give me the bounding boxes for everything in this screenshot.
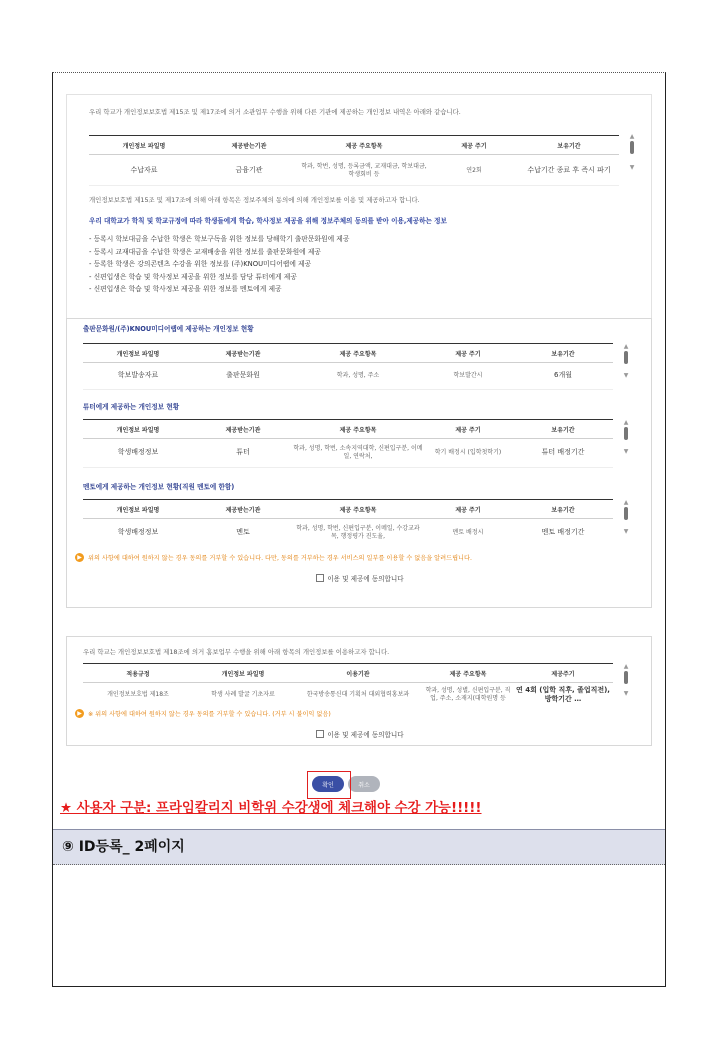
table-cell: 출판문화원: [226, 371, 260, 380]
warning-text: 위의 사항에 대하여 원하지 않는 경우 동의를 거부할 수 있습니다. 다만, 동의를 거부하는 경우 서비스의 일부를 이용할 수 없음을 알려드립니다.: [88, 555, 472, 562]
header-cell: 보유기간: [557, 142, 581, 150]
table-header: [83, 499, 613, 519]
header-cell: 제공 주기: [455, 426, 481, 434]
table-cell: 학과, 성명, 성별, 신편입구분, 직업, 주소, 소재지(대학원명 등: [425, 686, 511, 702]
table-row: [83, 363, 613, 390]
header-cell: 적용규정: [126, 670, 150, 678]
header-cell: 보유기간: [551, 350, 575, 358]
table-cell: 6개월: [554, 371, 572, 380]
scroll-up-icon[interactable]: ▲: [623, 419, 629, 426]
table-row: [83, 683, 613, 707]
table-cell: 금융기관: [235, 166, 263, 175]
screenshot-area: [66, 80, 652, 789]
header-cell: 개인정보 파일명: [221, 670, 265, 678]
list-item: - 등록시 학보대금을 수납한 학생은 학보구독을 위한 정보를 당해학기 출판문화원에 제공: [89, 235, 350, 243]
table-header: [83, 419, 613, 439]
list-item: - 신편입생은 학습 및 학사정보 제공을 위한 정보를 멘토에게 제공: [89, 285, 282, 294]
cancel-label[interactable]: 취소: [358, 781, 370, 789]
confirm-label[interactable]: 확인: [322, 781, 334, 789]
scroll-thumb[interactable]: [624, 671, 628, 684]
scroll-down-icon[interactable]: ▼: [623, 690, 629, 697]
table-cell: 멘토 배정시: [452, 528, 484, 536]
header-cell: 이용기관: [346, 670, 370, 678]
table-header: [89, 135, 619, 155]
table-cell: 학과, 성명, 학번, 소속지역대학, 신편입구분, 이메일, 연락처,: [293, 444, 423, 460]
header-cell: 개인정보 파일명: [116, 350, 160, 358]
promotion-section: [66, 636, 652, 746]
header-cell: 제공받는기관: [225, 350, 261, 358]
header-cell: 보유기간: [551, 426, 575, 434]
scroll-thumb[interactable]: [630, 141, 634, 154]
table-header: [83, 663, 613, 683]
refusal-warning: [75, 709, 331, 718]
scroll-thumb[interactable]: [624, 351, 628, 364]
table-scrollbar[interactable]: [621, 419, 631, 455]
table-row: [83, 519, 613, 547]
scroll-thumb[interactable]: [624, 507, 628, 520]
highlight-box: [307, 771, 351, 799]
header-cell: 제공 주기: [455, 350, 481, 358]
header-cell: 개인정보 파일명: [122, 142, 166, 150]
info-icon: ▶: [75, 709, 84, 718]
consent-list: [89, 233, 349, 296]
table-cell: 멘토: [236, 528, 250, 537]
list-item: - 신편입생은 학습 및 학사정보 제공을 위한 정보를 담당 튜터에게 제공: [89, 272, 297, 281]
header-cell: 제공 주요항목: [345, 142, 383, 150]
instruction-headline: ★ 사용자 구분: 프라임칼리지 비학위 수강생에 체크해야 수강 가능!!!!!: [60, 801, 482, 816]
agree-checkbox[interactable]: [316, 730, 324, 738]
provision-intro: 우리 학교가 개인정보보호법 제15조 및 제17조에 의거 소관업무 수행을 위해 다른 기관에 제공하는 개인정보 내역은 아래와 같습니다.: [89, 108, 461, 116]
confirm-button[interactable]: [312, 776, 344, 792]
agree-checkbox[interactable]: [316, 574, 324, 582]
table-cell: 개인정보보호법 제18조: [107, 690, 169, 698]
scroll-down-icon[interactable]: ▼: [623, 448, 629, 455]
sub-title-mentor: 멘토에게 제공하는 개인정보 현황(직원 멘토에 한함): [83, 483, 235, 491]
table-row: [83, 439, 613, 468]
table-cell: 튜터: [236, 448, 250, 457]
table-cell: 학기 배정시 (입학첫학기): [434, 448, 502, 456]
provision-section: [66, 94, 652, 332]
third-party-section: [66, 318, 652, 608]
table-cell: 학보발송자료: [117, 371, 159, 380]
header-cell: 제공 주요항목: [339, 350, 377, 358]
table-cell: 튜터 배정기간: [541, 448, 585, 457]
scroll-down-icon[interactable]: ▼: [623, 528, 629, 535]
table-cell: 연 4회 (입학 직후, 졸업직전), 방학기간 …: [516, 685, 610, 703]
list-item: - 등록시 교재대금을 수납한 학생은 교재배송을 위한 정보를 출판문화원에 제공: [89, 247, 322, 256]
table-cell: 학생배정정보: [117, 448, 159, 457]
header-cell: 제공받는기관: [225, 426, 261, 434]
table-cell: 학과, 성명, 주소: [336, 371, 380, 379]
agree-checkbox-row[interactable]: [67, 729, 653, 739]
table-cell: 수납기간 종료 후 즉시 파기: [527, 166, 611, 175]
header-cell: 제공주기: [551, 670, 575, 678]
agree-label[interactable]: 이용 및 제공에 동의합니다: [327, 575, 404, 583]
header-cell: 제공받는기관: [225, 506, 261, 514]
table-header: [83, 343, 613, 363]
action-buttons: [312, 776, 380, 792]
sub-title-tutor: 튜터에게 제공하는 개인정보 현황: [83, 403, 180, 411]
table-cell: 학생배정정보: [117, 528, 159, 537]
table-cell: 학생 사례 발굴 기초자료: [211, 690, 275, 698]
scroll-up-icon[interactable]: ▲: [623, 499, 629, 506]
header-cell: 제공 주요항목: [339, 426, 377, 434]
header-cell: 제공 주요항목: [449, 670, 487, 678]
section-band-title: ⑨ ID등록_ 2페이지: [62, 839, 185, 855]
refusal-warning: [75, 553, 472, 562]
header-cell: 제공받는기관: [231, 142, 267, 150]
agree-label[interactable]: 이용 및 제공에 동의합니다: [327, 731, 404, 739]
table-row: [89, 157, 619, 186]
table-cell: 한국방송통신대 기획처 대외협력홍보과: [306, 690, 410, 698]
header-cell: 개인정보 파일명: [116, 426, 160, 434]
table-scrollbar[interactable]: [627, 133, 637, 171]
table-scrollbar[interactable]: [621, 663, 631, 697]
table-scrollbar[interactable]: [621, 343, 631, 379]
header-cell: 제공 주요항목: [339, 506, 377, 514]
promotion-intro: 우리 학교는 개인정보보호법 제18조에 의거 홈보업무 수행을 위해 아래 항목의 개인정보를 이용하고자 합니다.: [83, 648, 390, 656]
scroll-up-icon[interactable]: ▲: [623, 663, 629, 670]
header-cell: 보유기간: [551, 506, 575, 514]
table-scrollbar[interactable]: [621, 499, 631, 535]
scroll-down-icon[interactable]: ▼: [629, 164, 635, 171]
scroll-thumb[interactable]: [624, 427, 628, 440]
header-cell: 개인정보 파일명: [116, 506, 160, 514]
header-cell: 제공 주기: [461, 142, 487, 150]
cancel-button[interactable]: [348, 776, 380, 792]
header-cell: 제공 주기: [455, 506, 481, 514]
scroll-down-icon[interactable]: ▼: [623, 372, 629, 379]
consent-heading: 우리 대학교가 학칙 및 학교규정에 따라 학생들에게 학습, 학사정보 제공을 위해 정보주체의 동의를 받아 이용,제공하는 정보: [89, 217, 447, 225]
agree-checkbox-row[interactable]: [67, 573, 653, 583]
scroll-up-icon[interactable]: ▲: [629, 133, 635, 140]
table-cell: 연2회: [466, 166, 482, 174]
warning-text: ※ 위의 사항에 대하여 원하지 않는 경우 동의를 거부할 수 있습니다. (거부 시 불이익 없음): [88, 711, 331, 718]
table-cell: 멘토 배정기간: [541, 528, 585, 537]
consent-note: 개인정보보호법 제15조 및 제17조에 의해 아래 항목은 정보주체의 동의에 의해 개인정보를 이용 및 제공하고자 합니다.: [89, 196, 420, 204]
table-cell: 학과, 학번, 성명, 등록금액, 교재대금, 학보대금, 학생회비 등: [301, 162, 427, 178]
table-cell: 학보발간시: [453, 371, 483, 379]
info-icon: ▶: [75, 553, 84, 562]
table-cell: 수납자료: [130, 166, 158, 175]
table-cell: 학과, 성명, 학번, 신편입구분, 이메일, 수강교과목, 행정평가 진도율,: [296, 524, 420, 540]
scroll-up-icon[interactable]: ▲: [623, 343, 629, 350]
list-item: - 등록한 학생은 강의콘텐츠 수강을 위한 정보를 (주)KNOU미디어랩에 제공: [89, 260, 312, 269]
sub-title-publisher: 출판문화원/(주)KNOU미디어랩에 제공하는 개인정보 현황: [83, 325, 254, 333]
